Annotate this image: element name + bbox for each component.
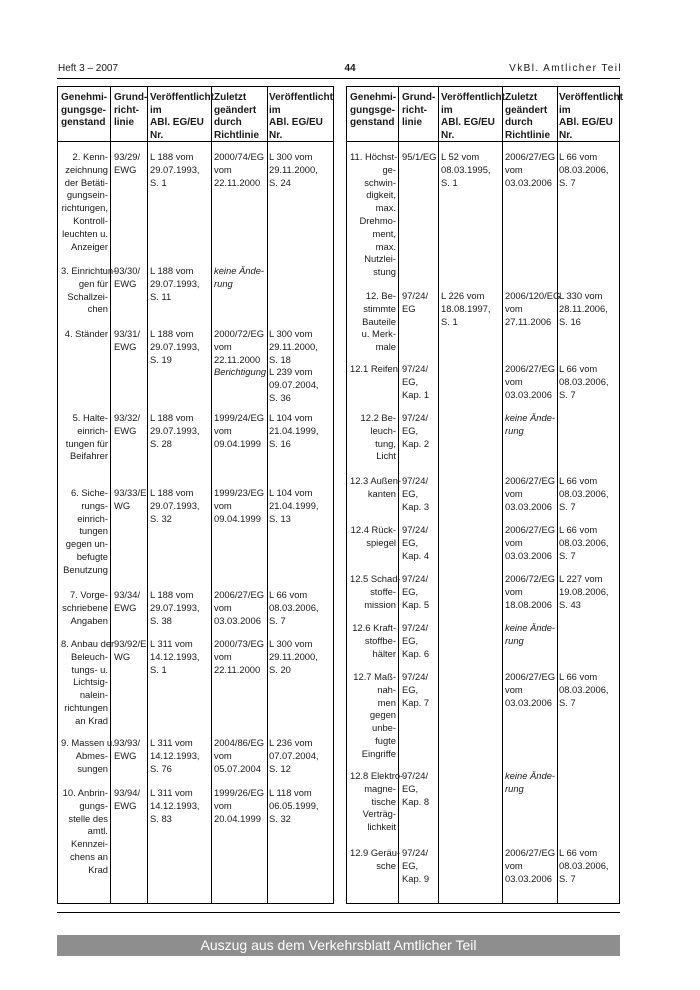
published-cell: L 188 vom 29.07.1993, S. 38 xyxy=(150,589,200,626)
amended-published-cell: L 300 vom 29.11.2000, S. 18 L 239 vom 09.07.2004, S. 36 xyxy=(269,328,319,403)
subject-cell: 12.4 Rück- spiegel xyxy=(350,524,396,548)
directive-cell: 97/24/ EG, Kap. 8 xyxy=(402,770,430,807)
column-divider xyxy=(110,87,111,903)
subject-cell: 7. Vorge- schriebene Angaben xyxy=(62,589,108,626)
amended-by-cell: 2004/86/EG vom 05.07.2004 xyxy=(214,737,265,774)
amended-published-cell: L 118 vom 06.05.1999, S. 32 xyxy=(269,787,319,824)
header-base-directive: Grund- richt- linie xyxy=(402,92,436,128)
published-cell: L 226 vom 18.08.1997, S. 1 xyxy=(441,290,491,327)
amended-by-cell: keine Ände- rung xyxy=(214,265,265,289)
amended-by-cell: 2006/27/EG vom 03.03.2006 xyxy=(214,589,265,626)
subject-cell: 5. Halte- einrich- tungen für Beifahrer xyxy=(65,412,108,462)
directive-cell: 95/1/EG xyxy=(402,151,437,162)
subject-cell: 2. Kenn- zeichnung der Betäti- gungsein- richtungen, Kontroll- leuchten u. Anzeiger xyxy=(61,151,108,252)
amended-published-cell: L 104 vom 21.04.1999, S. 16 xyxy=(269,412,319,449)
amended-by-cell: 2006/27/EG vom 03.03.2006 xyxy=(505,524,556,561)
subject-cell: 11. Höchst- ge- schwin- digkeit, max. Drehmo- ment, max. Nutzlei- stung xyxy=(350,151,398,278)
directive-cell: 97/24/ EG, Kap. 3 xyxy=(402,475,430,512)
subject-cell: 3. Einrichtun- gen für Schallzei- chen xyxy=(61,265,117,315)
column-divider xyxy=(502,87,503,903)
amended-published-cell: L 66 vom 08.03.2006, S. 7 xyxy=(559,671,609,708)
issue-label: Heft 3 – 2007 xyxy=(58,63,119,74)
subject-cell: 8. Anbau der Beleuch- tungs- u. Lichtsig- nalein- richtungen an Krad xyxy=(61,638,115,726)
header-amended-by: Zuletzt geändert durch Richtlinie xyxy=(214,92,260,141)
amended-by-cell: keine Ände- rung xyxy=(505,770,556,794)
published-cell: L 311 vom 14.12.1993, S. 76 xyxy=(150,737,200,774)
footer-divider xyxy=(57,912,620,913)
subject-cell: 12.7 Maß- nah- men gegen unbe- fugte Eingriffe xyxy=(353,671,396,759)
published-cell: L 311 vom 14.12.1993, S. 83 xyxy=(150,787,200,824)
subject-cell: 4. Ständer xyxy=(64,328,108,339)
amended-published-cell: L 227 vom 19.08.2006, S. 43 xyxy=(559,573,609,610)
directive-cell: 97/24/ EG, Kap. 1 xyxy=(402,363,430,400)
directive-cell: 93/34/ EWG xyxy=(114,589,141,613)
amended-by-cell: 2006/27/EG vom 03.03.2006 xyxy=(505,151,556,188)
footer-banner: Auszug aus dem Verkehrsblatt Amtlicher Teil xyxy=(57,935,620,956)
amended-by-cell: 2000/73/EG vom 22.11.2000 xyxy=(214,638,265,675)
header-published: Veröffentlicht im ABl. EG/EU Nr. xyxy=(150,92,214,141)
subject-cell: 12.9 Geräu- sche xyxy=(350,847,401,871)
directive-cell: 93/92/E WG xyxy=(114,638,147,662)
subject-cell: 12.3 Außen- kanten xyxy=(350,475,402,499)
header-subject: Genehmi- gungsge- genstand xyxy=(350,92,397,128)
header-amended-published: Veröffentlicht im ABl. EG/EU Nr. xyxy=(269,92,333,141)
amended-published-cell: L 66 vom 08.03.2006, S. 7 xyxy=(269,589,319,626)
amended-published-cell: L 66 vom 08.03.2006, S. 7 xyxy=(559,151,609,188)
published-cell: L 188 vom 29.07.1993, S. 11 xyxy=(150,265,200,302)
page-number: 44 xyxy=(344,63,356,74)
header-published: Veröffentlicht im ABl. EG/EU Nr. xyxy=(441,92,505,141)
amended-published-cell: L 300 vom 29.11.2000, S. 24 xyxy=(269,151,318,188)
column-divider xyxy=(147,87,148,903)
header-divider xyxy=(57,78,620,79)
published-cell: L 311 vom 14.12.1993, S. 1 xyxy=(150,638,200,675)
header-subject: Genehmi- gungsge- genstand xyxy=(61,92,108,128)
directive-cell: 97/24/ EG, Kap. 7 xyxy=(402,671,430,708)
directive-cell: 93/33/E WG xyxy=(114,487,147,511)
subject-cell: 12.1 Reifen xyxy=(350,363,398,374)
published-cell: L 52 vom 08.03.1995, S. 1 xyxy=(441,151,491,188)
subject-cell: 12.2 Be- leuch- tung, Licht xyxy=(360,412,396,462)
amended-by-cell: 1999/24/EG vom 09.04.1999 xyxy=(214,412,265,449)
directive-cell: 97/24/ EG, Kap. 2 xyxy=(402,412,430,449)
directive-cell: 97/24/ EG, Kap. 4 xyxy=(402,524,430,561)
table-left xyxy=(57,86,334,904)
subject-cell: 12.8 Elektro- magne- tische Verträg- lichkeit xyxy=(350,770,404,833)
amended-published-cell: L 66 vom 08.03.2006, S. 7 xyxy=(559,363,609,400)
subject-cell: 6. Siche- rungs- einrich- tungen gegen un- befugte Benutzung xyxy=(63,487,108,575)
directive-cell: 93/94/ EWG xyxy=(114,787,141,811)
published-cell: L 188 vom 29.07.1993, S. 19 xyxy=(150,328,200,365)
directive-cell: 97/24/ EG, Kap. 5 xyxy=(402,573,430,610)
amended-by-cell: 2006/72/EG vom 18.08.2006 xyxy=(505,573,556,610)
column-divider xyxy=(211,87,212,903)
directive-cell: 93/32/ EWG xyxy=(114,412,141,436)
directive-cell: 93/29/ EWG xyxy=(114,151,141,175)
amended-published-cell: L 236 vom 07.07.2004, S. 12 xyxy=(269,737,319,774)
amended-by-cell: 2000/72/EG vom 22.11.2000 Berichtigung xyxy=(214,328,267,378)
directive-cell: 93/30/ EWG xyxy=(114,265,141,289)
published-cell: L 188 vom 29.07.1993, S. 32 xyxy=(150,487,200,524)
directive-cell: 97/24/ EG, Kap. 6 xyxy=(402,622,430,659)
amended-published-cell: L 300 vom 29.11.2000, S. 20 xyxy=(269,638,318,675)
amended-published-cell: L 66 vom 08.03.2006, S. 7 xyxy=(559,475,609,512)
directive-cell: 97/24/ EG xyxy=(402,290,429,314)
amended-by-cell: 1999/26/EG vom 20.04.1999 xyxy=(214,787,265,824)
directive-cell: 97/24/ EG, Kap. 9 xyxy=(402,847,430,884)
directive-cell: 93/31/ EWG xyxy=(114,328,141,352)
table-right xyxy=(346,86,623,904)
amended-by-cell: 1999/23/EG vom 09.04.1999 xyxy=(214,487,265,524)
header-base-directive: Grund- richt- linie xyxy=(114,92,148,128)
published-cell: L 188 vom 29.07.1993, S. 28 xyxy=(150,412,200,449)
amended-by-cell: 2006/27/EG vom 03.03.2006 xyxy=(505,671,556,708)
amended-by-cell: 2006/120/EG vom 27.11.2006 xyxy=(505,290,561,327)
column-divider xyxy=(267,87,268,903)
amended-by-cell: 2006/27/EG vom 03.03.2006 xyxy=(505,475,556,512)
amended-by-cell: 2006/27/EG vom 03.03.2006 xyxy=(505,363,556,400)
amended-published-cell: L 66 vom 08.03.2006, S. 7 xyxy=(559,847,609,884)
subject-cell: 12. Be- stimmte Bauteile u. Merk- male xyxy=(361,290,396,353)
header-amended-by: Zuletzt geändert durch Richtlinie xyxy=(505,92,551,141)
amended-by-cell: 2006/27/EG vom 03.03.2006 xyxy=(505,847,556,884)
header-amended-published: Veröffentlicht im ABl. EG/EU Nr. xyxy=(559,92,623,141)
amended-by-cell: 2000/74/EG vom 22.11.2000 xyxy=(214,151,265,188)
amended-by-cell: keine Ände- rung xyxy=(505,412,556,436)
directive-cell: 93/93/ EWG xyxy=(114,737,141,761)
subject-cell: 9. Massen u. Abmes- sungen xyxy=(61,737,115,774)
amended-published-cell: L 330 vom 28.11.2006, S. 16 xyxy=(559,290,608,327)
amended-published-cell: L 66 vom 08.03.2006, S. 7 xyxy=(559,524,609,561)
publication-title: VkBl. Amtlicher Teil xyxy=(509,63,622,74)
amended-published-cell: L 104 vom 21.04.1999, S. 13 xyxy=(269,487,319,524)
subject-cell: 10. Anbrin- gungs- stelle des amtl. Kennzei- chens an Krad xyxy=(62,787,108,875)
column-divider xyxy=(557,87,558,903)
amended-by-cell: keine Ände- rung xyxy=(505,622,556,646)
published-cell: L 188 vom 29.07.1993, S. 1 xyxy=(150,151,200,188)
subject-cell: 12.6 Kraft- stoffbe- hälter xyxy=(352,622,396,659)
subject-cell: 12.5 Schad- stoffe- mission xyxy=(350,573,401,610)
